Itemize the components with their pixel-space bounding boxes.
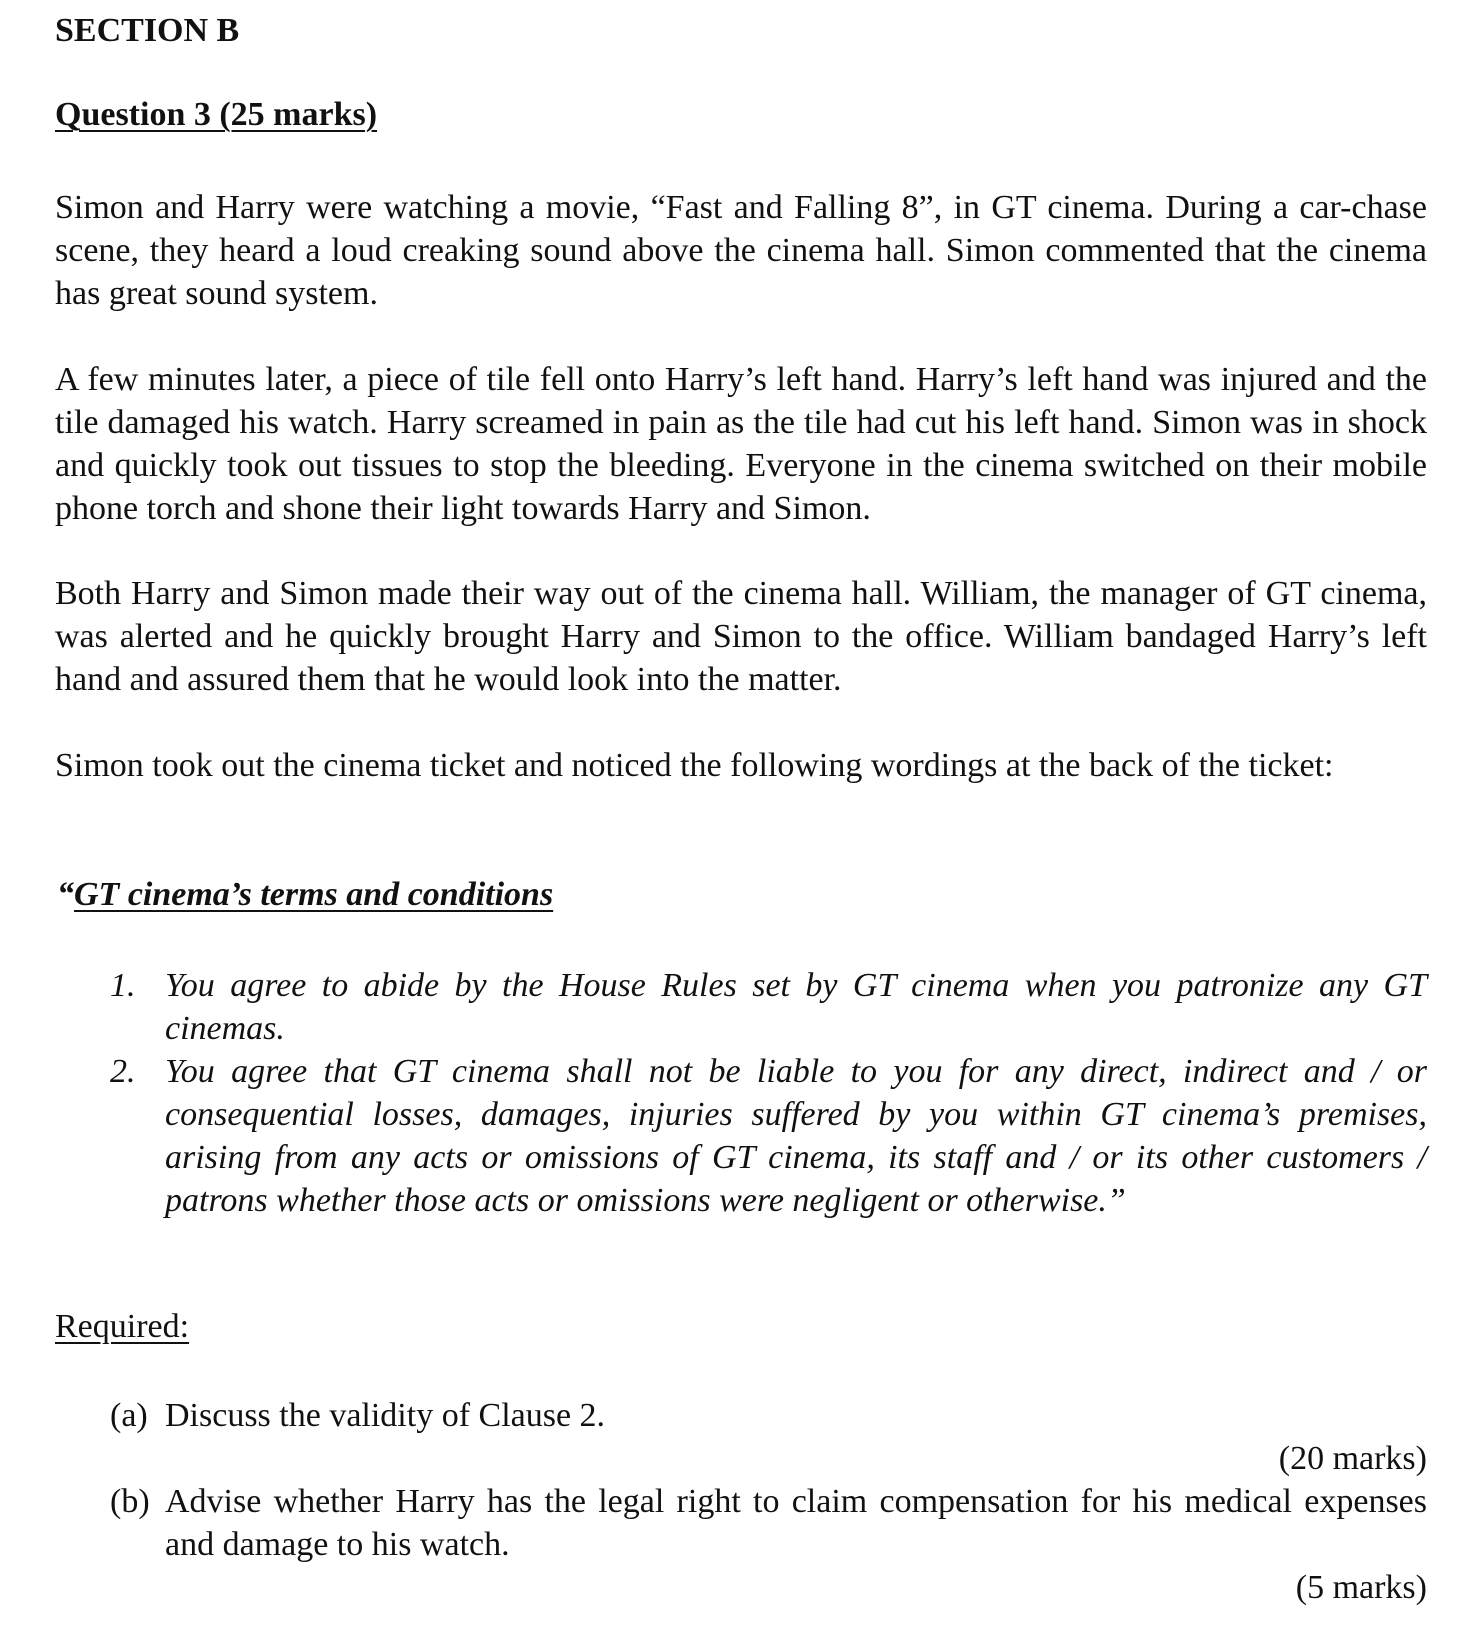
terms-heading <box>57 876 553 914</box>
terms-clause-2 <box>110 1050 1427 1222</box>
required-item-b <box>110 1480 1427 1566</box>
clause-number: 1. <box>110 967 136 1004</box>
terms-heading-text: GT cinema’s terms and conditions <box>74 876 554 913</box>
required-item-a-marks: (20 marks) <box>1278 1440 1427 1477</box>
clause-text: You agree that GT cinema shall not be liable to you for any direct, indirect and / or consequential losses, damages, injuries suffered by you within GT cinema’s premises, arising from any acts or omissions of GT cinema, its staff and / or its other customers / patrons whether those acts or omissions were negligent or otherwise.” <box>165 1053 1427 1219</box>
required-item-letter: (a) <box>110 1397 148 1434</box>
required-item-text: Discuss the validity of Clause 2. <box>165 1397 606 1434</box>
terms-clause-list <box>110 964 1427 1222</box>
required-item-b-marks: (5 marks) <box>1295 1569 1427 1606</box>
terms-clause-1 <box>110 964 1427 1050</box>
clause-number: 2. <box>110 1053 136 1090</box>
required-item-a <box>110 1394 1427 1437</box>
section-title: SECTION B <box>55 12 240 49</box>
required-item-letter: (b) <box>110 1483 150 1520</box>
scenario-paragraph-3: Both Harry and Simon made their way out of the cinema hall. William, the manager of GT cinema, was alerted and he quickly brought Harry and Simon to the office. William bandaged Harry’s left hand and assured them that he would look into the matter. <box>55 575 1427 698</box>
question-title: Question 3 (25 marks) <box>55 96 378 133</box>
scenario-paragraph-1: Simon and Harry were watching a movie, “Fast and Falling 8”, in GT cinema. During a car-chase scene, they heard a loud creaking sound above the cinema hall. Simon commented that the cinema has great sound system. <box>55 189 1427 312</box>
terms-open-quote: “ <box>57 876 74 913</box>
scenario-paragraph-4: Simon took out the cinema ticket and noticed the following wordings at the back of the ticket: <box>55 747 1334 784</box>
clause-text: You agree to abide by the House Rules set by GT cinema when you patronize any GT cinemas. <box>165 967 1427 1047</box>
scenario-paragraph-2: A few minutes later, a piece of tile fell onto Harry’s left hand. Harry’s left hand was injured and the tile damaged his watch. Harry screamed in pain as the tile had cut his left hand. Simon was in shock and quickly took out tissues to stop the bleeding. Everyone in the cinema switched on their mobile phone torch and shone their light towards Harry and Simon. <box>55 361 1427 527</box>
required-item-text: Advise whether Harry has the legal right to claim compensation for his medical expenses and damage to his watch. <box>165 1483 1427 1563</box>
required-list <box>110 1394 1427 1609</box>
required-heading: Required: <box>55 1308 190 1345</box>
